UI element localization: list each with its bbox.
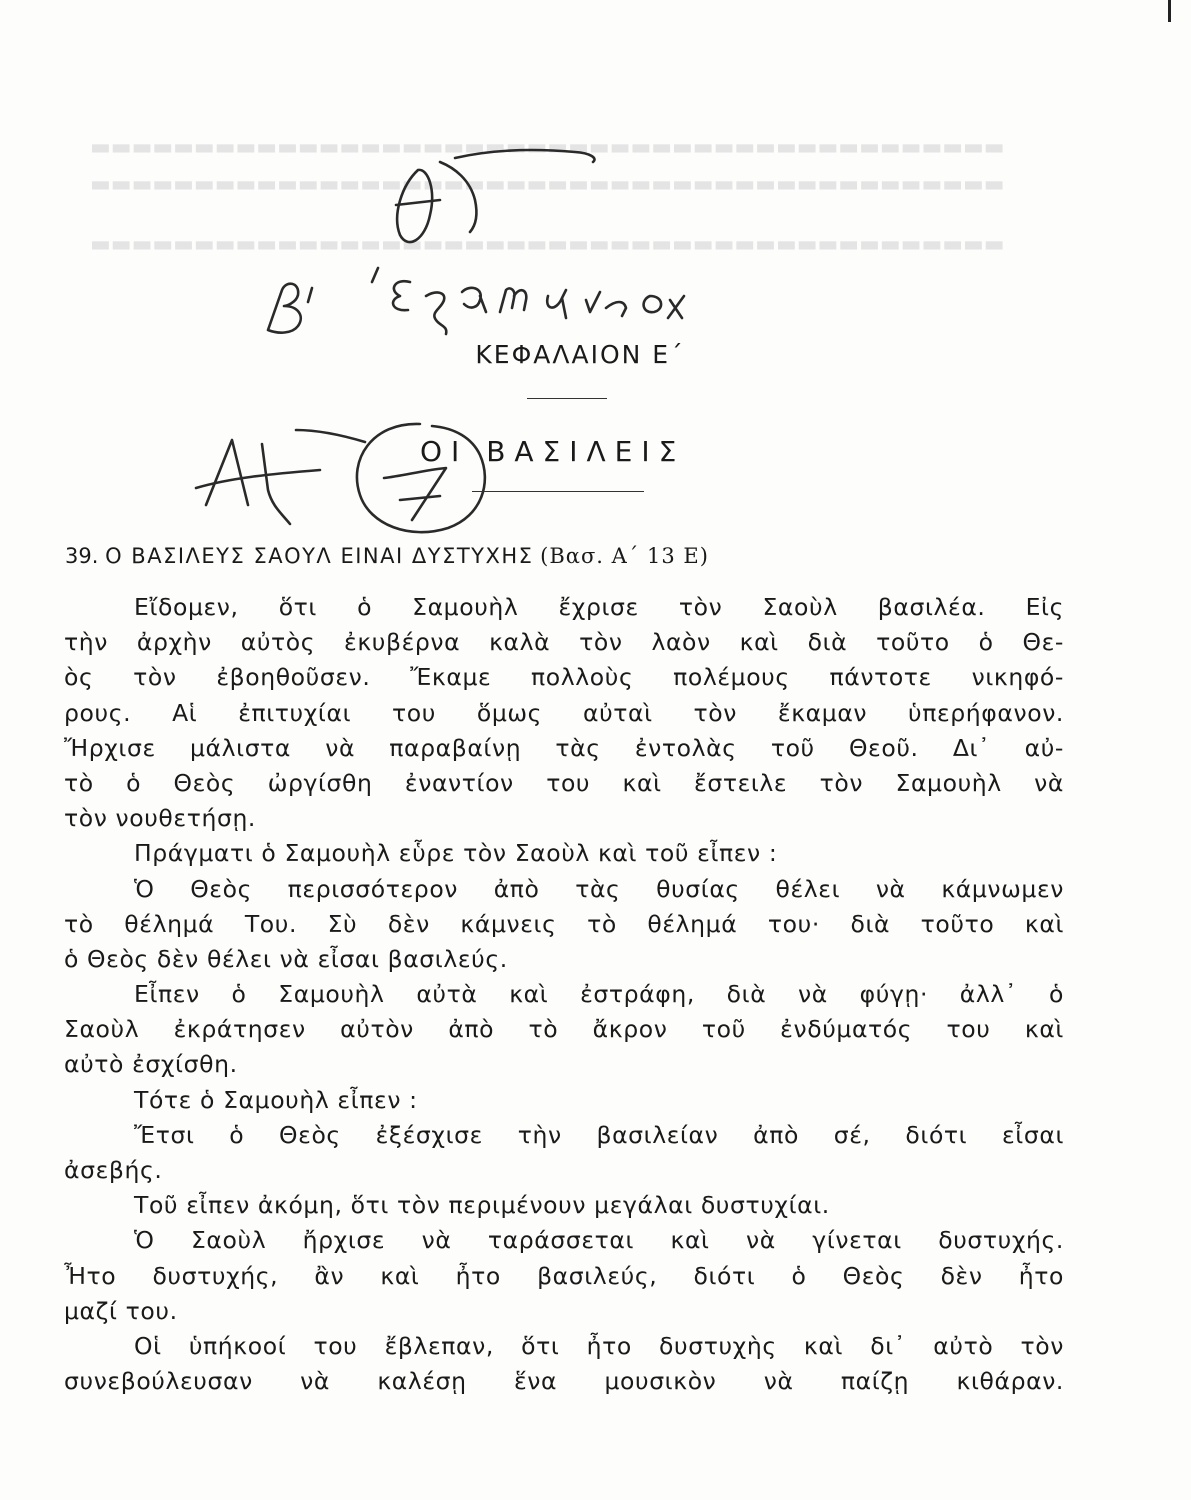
text-line: συνεβούλευσαν νὰ καλέσῃ ἕνα μουσικὸν νὰ παίζῃ κιθάραν. [64,1367,1064,1396]
text-line: τὴν ἀρχὴν αὐτὸς ἐκυβέρνα καλὰ τὸν λαὸν καὶ διὰ τοῦτο ὁ Θε- [64,628,1064,657]
scan-edge-mark [1168,0,1171,22]
lesson-reference: (Βασ. Α΄ 13 Ε) [540,544,709,568]
lesson-title: Ο ΒΑΣΙΛΕΥΣ ΣΑΟΥΛ ΕΙΝΑΙ ΔΥΣΤΥΧΗΣ [105,544,534,568]
text-line: Εἶπεν ὁ Σαμουὴλ αὐτὰ καὶ ἐστράφη, διὰ νὰ φύγῃ· ἀλλ᾿ ὁ [134,980,1064,1009]
chapter-divider [527,398,607,399]
handwritten-annotations [0,0,1191,560]
side-mark-handwriting [196,430,365,524]
lesson-body [64,590,1064,1399]
text-line: ὸς τὸν ἐβοηθοῦσεν. Ἔκαμε πολλοὺς πολέμους πάντοτε νικηφό- [64,663,1064,692]
part-title: ΟΙ ΒΑΣΙΛΕΙΣ [420,435,686,468]
text-line: Ὁ Θεὸς περισσότερον ἀπὸ τὰς θυσίας θέλει νὰ κάμνωμεν [134,874,1064,903]
text-line: Σαοὺλ ἐκράτησεν αὐτὸν ἀπὸ τὸ ἄκρον τοῦ ἐνδύματός του καὶ [64,1015,1064,1044]
text-line: αὐτὸ ἐσχίσθη. [64,1050,238,1079]
bleed-through-line: ▬▬▬▬▬▬▬▬▬▬▬▬▬▬▬▬▬▬▬▬▬▬▬▬▬▬▬▬▬▬▬▬▬▬▬▬▬▬▬▬▬▬▬▬ [90,135,1005,160]
text-line: Τοῦ εἶπεν ἀκόμη, ὅτι τὸν περιμένουν μεγάλαι δυστυχίαι. [134,1191,830,1220]
text-line: ὁ Θεὸς δὲν θέλει νὰ εἶσαι βασιλεύς. [64,944,508,973]
text-line: Ὁ Σαοὺλ ἤρχισε νὰ ταράσσεται καὶ νὰ γίνεται δυστυχής. [134,1226,1064,1255]
text-line: τὸν νουθετήσῃ. [64,804,257,833]
text-line: ἀσεβής. [64,1156,163,1184]
lesson-heading [65,544,1125,568]
text-line: Τότε ὁ Σαμουὴλ εἶπεν : [134,1085,418,1114]
text-line: τὸ θέλημά Του. Σὺ δὲν κάμνεις τὸ θέλημά του· διὰ τοῦτο καὶ [64,909,1064,938]
text-line: ρους. Αἱ ἐπιτυχίαι του ὅμως αὐταὶ τὸν ἔκαμαν ὑπερήφανον. [64,698,1064,727]
text-line: Πράγματι ὁ Σαμουὴλ εὗρε τὸν Σαοὺλ καὶ τοῦ εἶπεν : [134,839,778,868]
text-line: Οἱ ὑπήκοοί του ἔβλεπαν, ὅτι ἦτο δυστυχὴς καὶ δι᾿ αὐτὸ τὸν [134,1331,1064,1360]
bleed-through-line: ▬▬▬▬▬▬▬▬▬▬▬▬▬▬▬▬▬▬▬▬▬▬▬▬▬▬▬▬▬▬▬▬▬▬▬▬▬▬▬▬▬▬▬▬ [90,172,1005,197]
chapter-label: ΚΕΦΑΛΑΙΟΝ Ε΄ [475,340,685,369]
text-line: Εἴδομεν, ὅτι ὁ Σαμουὴλ ἔχρισε τὸν Σαοὺλ βασιλέα. Εἰς [134,593,1064,621]
text-line: Ἤρχισε μάλιστα νὰ παραβαίνῃ τὰς ἐντολὰς τοῦ Θεοῦ. Δι᾿ αὐ- [64,733,1064,762]
text-line: μαζί του. [64,1296,178,1325]
grade-note-handwriting [268,268,684,334]
lesson-number: 39. [65,544,99,568]
text-line: Ἦτο δυστυχής, ἂν καὶ ἦτο βασιλεύς, διότι ὁ Θεὸς δὲν ἦτο [64,1261,1064,1290]
text-line: Ἔτσι ὁ Θεὸς ἐξέσχισε τὴν βασιλείαν ἀπὸ σέ, διότι εἶσαι [134,1120,1064,1149]
text-line: τὸ ὁ Θεὸς ὠργίσθη ἐναντίον του καὶ ἔστειλε τὸν Σαμουὴλ νὰ [64,768,1064,797]
bleed-through-line: ▬▬▬▬▬▬▬▬▬▬▬▬▬▬▬▬▬▬▬▬▬▬▬▬▬▬▬▬▬▬▬▬▬▬▬▬▬▬▬▬▬▬▬▬ [90,232,1005,257]
part-title-divider [472,491,644,492]
